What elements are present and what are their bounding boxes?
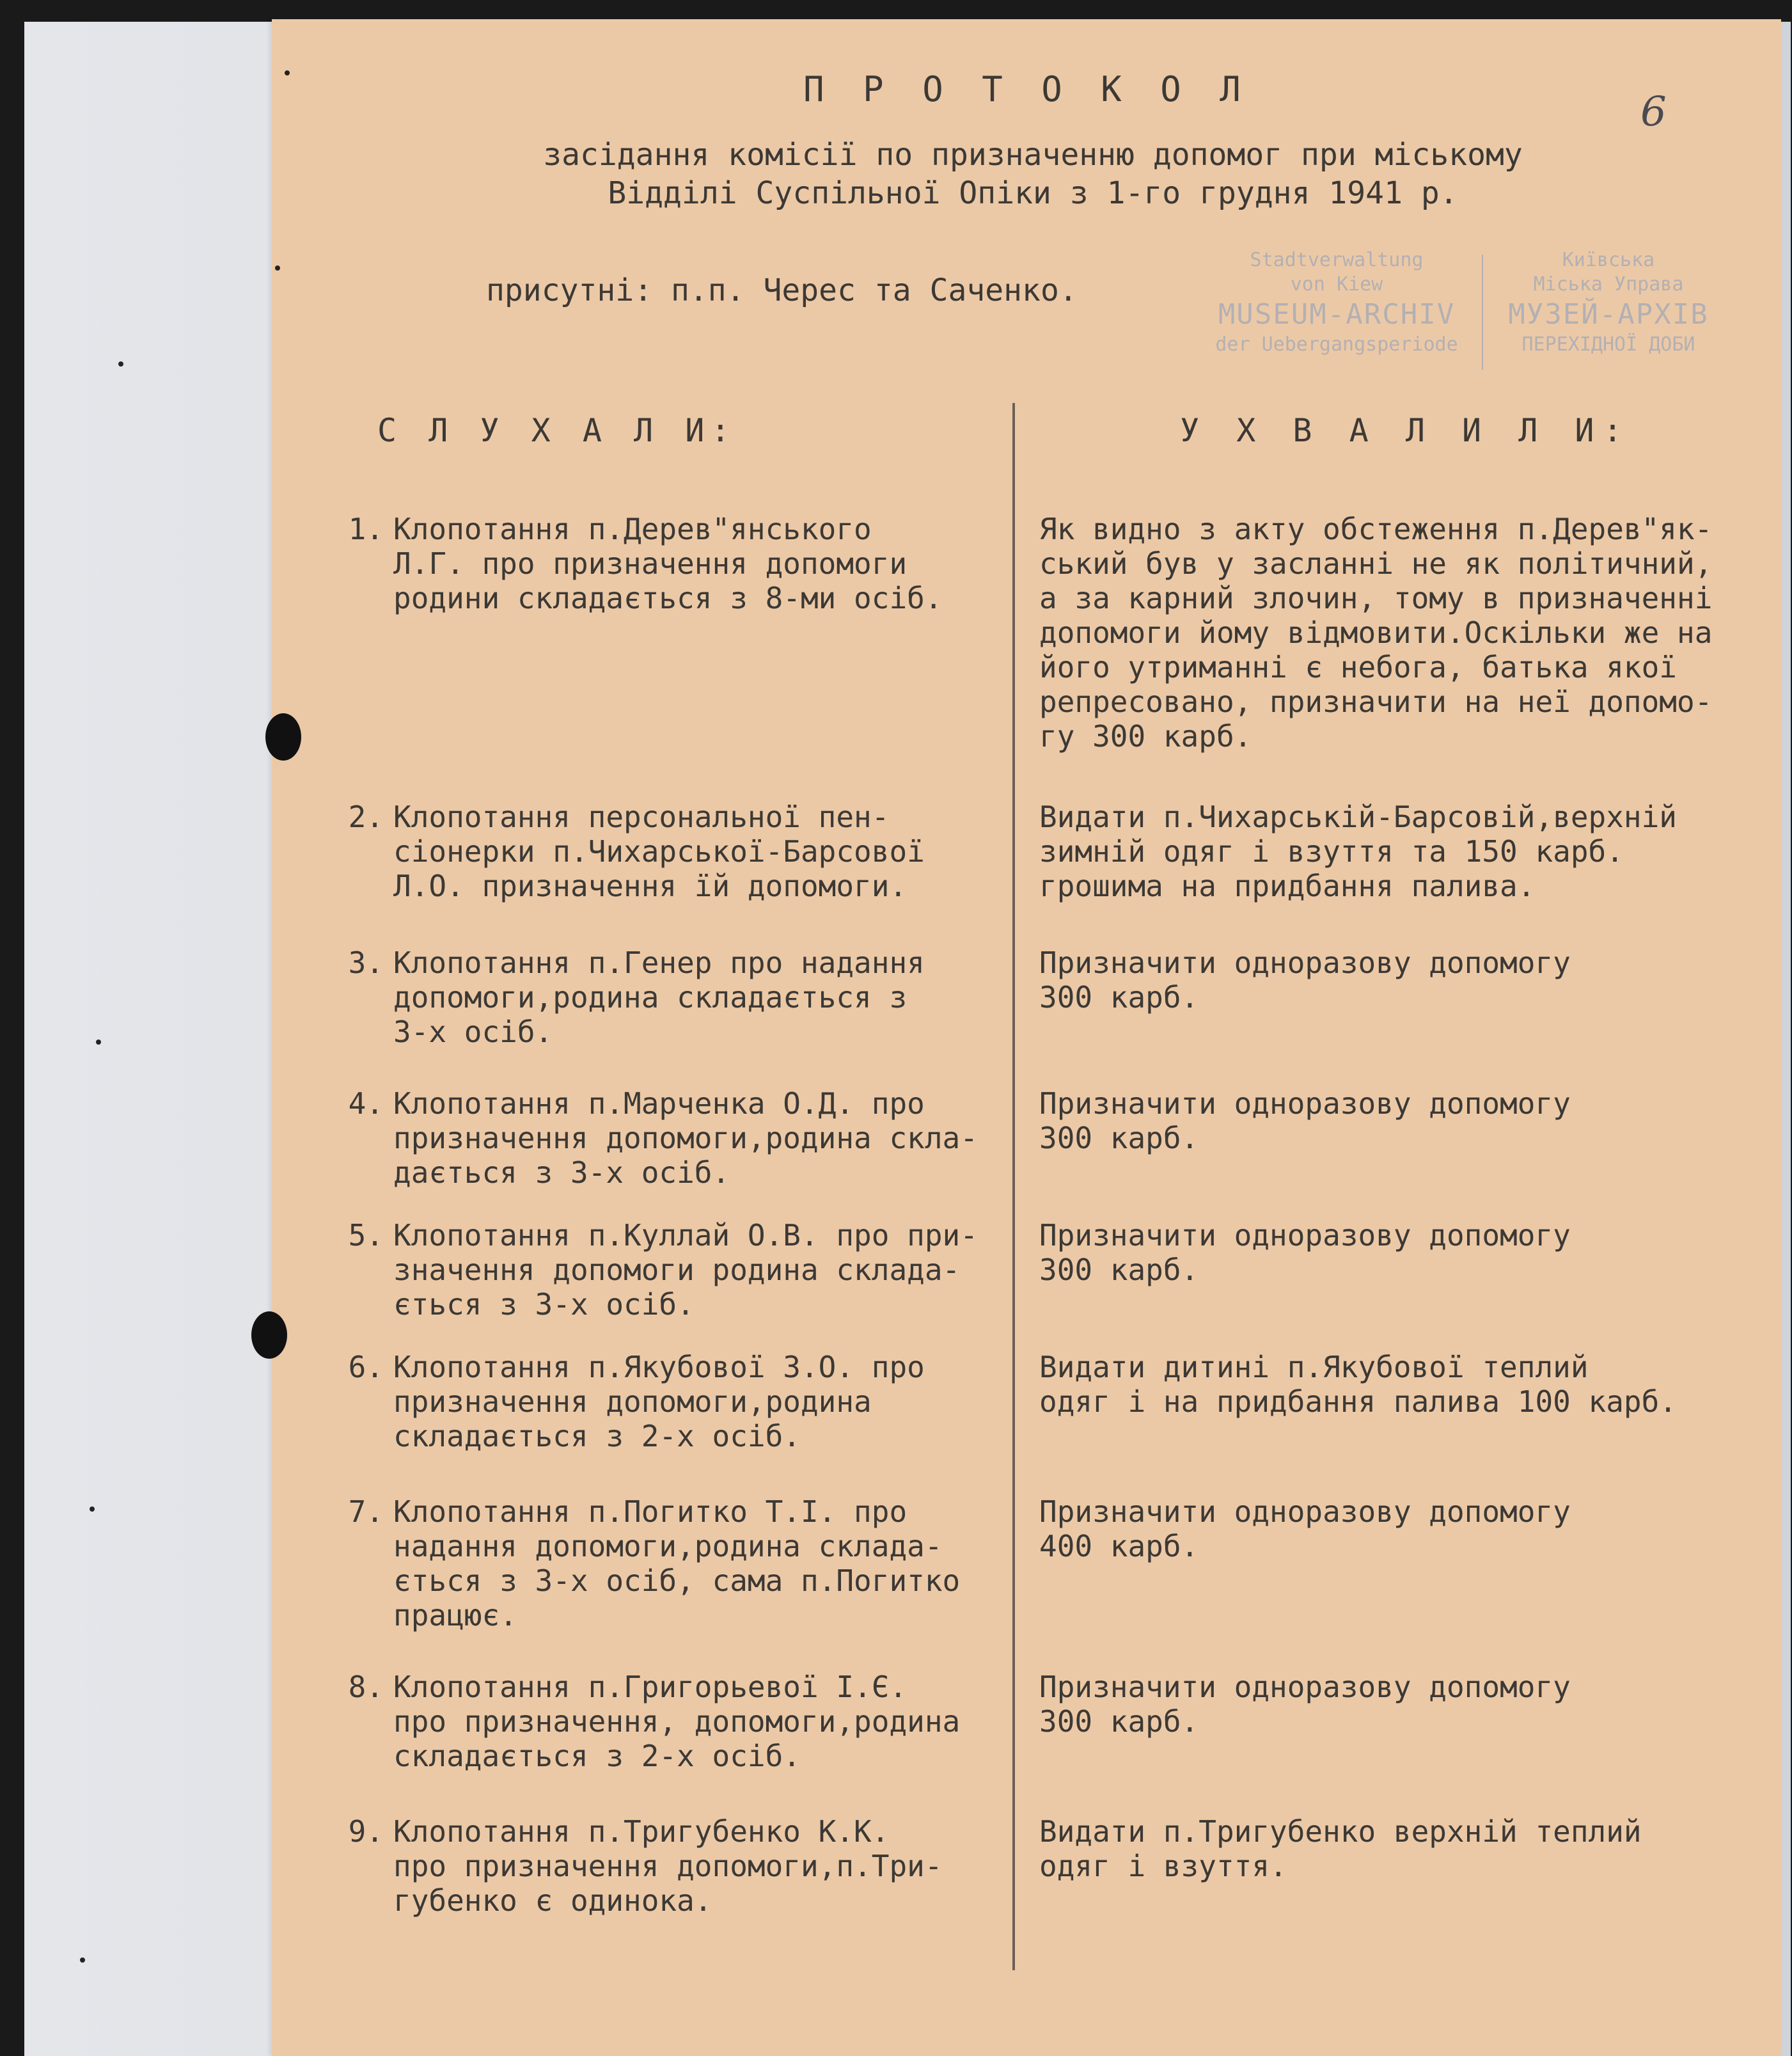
item-number: 8. xyxy=(348,1670,384,1704)
tissue-speck xyxy=(90,1506,95,1512)
item-decision: Видати п.Тригубенко верхній теплий одяг і взуття. xyxy=(1039,1814,1642,1883)
stamp-german-text: Stadtverwaltung von Kiew MUSEUM-ARCHIV der Uebergangsperiode xyxy=(1215,249,1458,356)
item-decision: Призначити одноразову допомогу 300 карб. xyxy=(1039,945,1571,1015)
item-heard: Клопотання п.Куллай О.В. про при- значення допомоги родина склада- ється з 3-х осіб. xyxy=(393,1218,978,1322)
document-subtitle xyxy=(464,136,1602,212)
item-decision: Призначити одноразову допомогу 300 карб. xyxy=(1039,1670,1571,1739)
stamp-ukrainian-text: Київська Міська Управа МУЗЕЙ-АРХІВ ПЕРЕХІДНОЇ ДОБИ xyxy=(1508,249,1709,356)
heard-column-header: С Л У Х А Л И: xyxy=(377,412,737,449)
item-number: 2. xyxy=(348,800,384,834)
document-page xyxy=(272,19,1781,2056)
stamp-separator xyxy=(1482,255,1483,370)
item-heard: Клопотання п.Тригубенко К.К. про призначення допомоги,п.Три- губенко є одинока. xyxy=(393,1814,943,1918)
item-heard: Клопотання персональної пен- сіонерки п.Чихарської-Барсової Л.О. призначення їй допомоги. xyxy=(393,800,925,903)
item-heard: Клопотання п.Марченка О.Д. про призначення допомоги,родина скла- дається з 3-х осіб. xyxy=(393,1086,978,1190)
subtitle-line: Відділі Суспільної Опіки з 1-го грудня 1941 р. xyxy=(608,175,1458,211)
document-title: П Р О Т О К О Л xyxy=(803,69,1250,109)
item-heard: Клопотання п.Дерев"янського Л.Г. про призначення допомоги родини складається з 8-ми осіб. xyxy=(393,512,943,615)
item-decision: Видати п.Чихарській-Барсовій,верхній зимній одяг і взуття та 150 карб. грошима на придбання палива. xyxy=(1039,800,1677,903)
item-decision: Призначити одноразову допомогу 300 карб. xyxy=(1039,1218,1571,1287)
item-number: 9. xyxy=(348,1814,384,1849)
punch-hole xyxy=(265,713,301,761)
item-number: 3. xyxy=(348,945,384,980)
decided-column-header: У Х В А Л И Л И: xyxy=(1180,412,1631,449)
item-number: 6. xyxy=(348,1350,384,1384)
item-decision: Призначити одноразову допомогу 400 карб. xyxy=(1039,1494,1571,1563)
item-heard: Клопотання п.Григорьевої І.Є. про призначення, допомоги,родина складається з 2-х осіб. xyxy=(393,1670,961,1773)
item-number: 1. xyxy=(348,512,384,546)
item-heard: Клопотання п.Погитко Т.І. про надання допомоги,родина склада- ється з 3-х осіб, сама п.Погитко працює. xyxy=(393,1494,961,1633)
tissue-speck xyxy=(118,361,123,367)
item-decision: Як видно з акту обстеження п.Дерев"як- ський був у засланні не як політичний, а за карний злочин, тому в призначенні допомоги йому відмовити.Оскільки же на його утриманні є небога, батька якої репресовано, призначити на неї допомо- гу 300 карб. xyxy=(1039,512,1713,754)
subtitle-line: засідання комісії по призначенню допомог при міському xyxy=(543,137,1523,173)
item-number: 5. xyxy=(348,1218,384,1253)
archive-stamp xyxy=(1193,248,1717,395)
item-decision: Призначити одноразову допомогу 300 карб. xyxy=(1039,1086,1571,1155)
paper-speck xyxy=(285,70,290,75)
item-heard: Клопотання п.Якубової З.О. про призначення допомоги,родина складається з 2-х осіб. xyxy=(393,1350,925,1453)
item-number: 7. xyxy=(348,1494,384,1529)
page-number: 6 xyxy=(1640,88,1667,136)
punch-hole xyxy=(251,1311,287,1359)
attendees-line: присутні: п.п. Черес та Саченко. xyxy=(486,273,1078,308)
item-heard: Клопотання п.Генер про надання допомоги,родина складається з 3-х осіб. xyxy=(393,945,925,1049)
tissue-speck xyxy=(96,1040,101,1045)
item-number: 4. xyxy=(348,1086,384,1121)
paper-speck xyxy=(275,265,280,271)
tissue-speck xyxy=(80,1957,85,1963)
item-decision: Видати дитині п.Якубової теплий одяг і на придбання палива 100 карб. xyxy=(1039,1350,1677,1419)
